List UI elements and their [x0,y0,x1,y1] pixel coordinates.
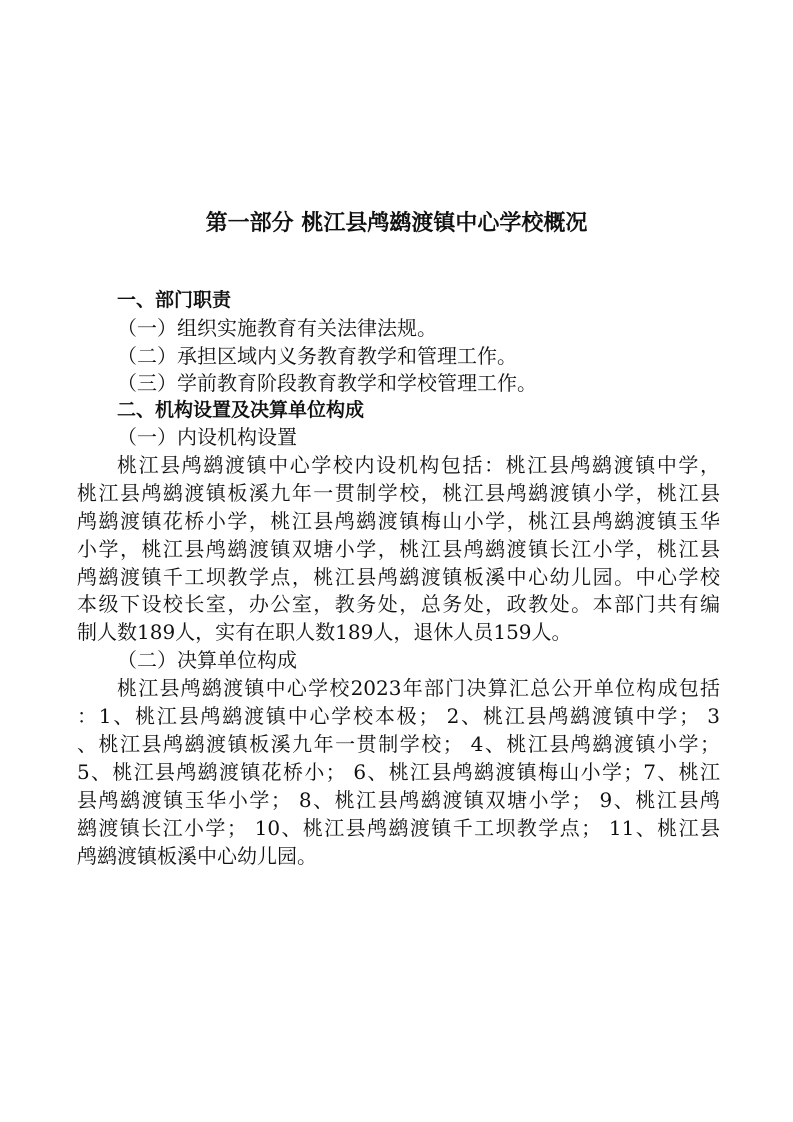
section-heading-duties: 一、部门职责 [117,289,232,311]
paragraph-line: ：1、桃江县鸬鹚渡镇中心学校本极； 2、桃江县鸬鹚渡镇中学； 3 [77,704,720,728]
paragraph-line: 鸬鹚渡镇千工坝教学点，桃江县鸬鹚渡镇板溪中心幼儿园。中心学校 [77,565,720,589]
paragraph-line: 、桃江县鸬鹚渡镇板溪九年一贯制学校； 4、桃江县鸬鹚渡镇小学； [77,732,720,756]
paragraph-line: 5、桃江县鸬鹚渡镇花桥小； 6、桃江县鸬鹚渡镇梅山小学；7、桃江 [77,760,720,784]
duty-item: （二）承担区域内义务教育教学和管理工作。 [117,344,517,368]
subheading-budget-units: （二）决算单位构成 [117,648,297,672]
page-title: 第一部分 桃江县鸬鹚渡镇中心学校概况 [205,211,588,236]
paragraph-line: 县鸬鹚渡镇玉华小学； 8、桃江县鸬鹚渡镇双塘小学； 9、桃江县鸬 [77,788,720,812]
paragraph-line: 小学，桃江县鸬鹚渡镇双塘小学，桃江县鸬鹚渡镇长江小学，桃江县 [77,537,720,561]
duty-item: （三）学前教育阶段教育教学和学校管理工作。 [117,371,537,395]
paragraph-line: 桃江县鸬鹚渡镇板溪九年一贯制学校，桃江县鸬鹚渡镇小学，桃江县 [77,481,720,505]
section-heading-structure: 二、机构设置及决算单位构成 [117,399,365,421]
paragraph-line: 鸬鹚渡镇板溪中心幼儿园。 [77,844,317,868]
paragraph-line: 鸬鹚渡镇花桥小学，桃江县鸬鹚渡镇梅山小学，桃江县鸬鹚渡镇玉华 [77,509,720,533]
paragraph-line: 制人数189人，实有在职人数189人，退休人员159人。 [77,620,572,644]
duty-item: （一）组织实施教育有关法律法规。 [117,316,437,340]
paragraph-line: 鹚渡镇长江小学； 10、桃江县鸬鹚渡镇千工坝教学点； 11、桃江县 [77,816,720,840]
paragraph-line: 本级下设校长室，办公室，教务处，总务处，政教处。本部门共有编 [77,592,720,616]
subheading-internal-structure: （一）内设机构设置 [117,425,297,449]
paragraph-line: 桃江县鸬鹚渡镇中心学校2023年部门决算汇总公开单位构成包括 [117,676,720,700]
paragraph-line: 桃江县鸬鹚渡镇中心学校内设机构包括：桃江县鸬鹚渡镇中学， [117,453,720,477]
